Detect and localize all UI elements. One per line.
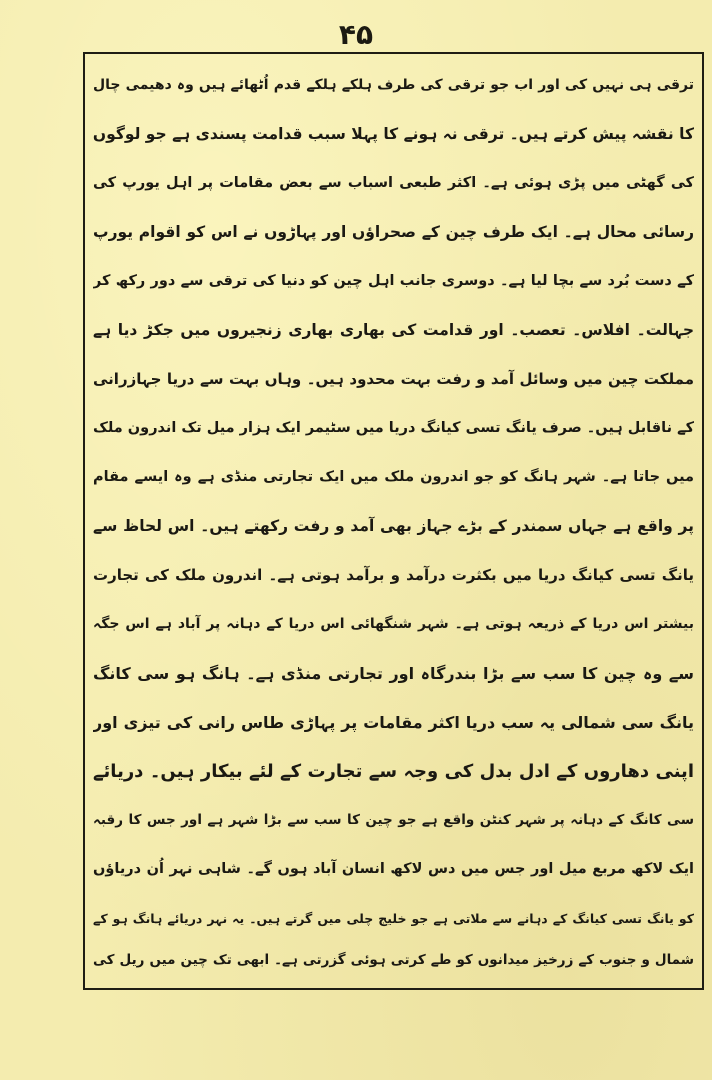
text-line: پر واقع ہے جہاں سمندر کے بڑے جہاز بھی آمد و رفت رکھتے ہیں۔ اس لحاظ سے bbox=[93, 517, 694, 535]
text-line: کے دست بُرد سے بچا لیا ہے۔ دوسری جانب اہل چین کو دنیا کی ترقی سے دور رکھ کر bbox=[93, 273, 694, 289]
text-line: کے ناقابل ہیں۔ صرف یانگ تسی کیانگ دریا میں سٹیمر ایک ہزار میل تک اندرون ملک bbox=[93, 420, 694, 436]
text-frame bbox=[83, 52, 704, 990]
text-line: کی گھٹی میں پڑی ہوئی ہے۔ اکثر طبعی اسباب سے بعض مقامات پر اہل یورپ کی bbox=[93, 175, 694, 191]
text-line: رسائی محال ہے۔ ایک طرف چین کے صحراؤں اور پہاڑوں نے اس کو اقوام یورپ bbox=[93, 223, 694, 241]
text-line: کو یانگ تسی کیانگ کے دہانے سے ملاتی ہے جو خلیج چلی میں گرتے ہیں۔ یہ نہر دریائے ہانگ ہو کے bbox=[93, 911, 694, 926]
page-number: ۴۵ bbox=[338, 18, 374, 51]
text-line: یانگ سی شمالی یہ سب دریا اکثر مقامات پر پہاڑی طاس رانی کی تیزی اور bbox=[93, 713, 694, 732]
text-line: ترقی ہی نہیں کی اور اب جو ترقی کی طرف ہلکے ہلکے قدم اُٹھائے ہیں وہ دھیمی چال bbox=[93, 77, 694, 93]
text-line: یانگ تسی کیانگ دریا میں بکثرت درآمد و برآمد ہوتی ہے۔ اندرون ملک کی تجارت bbox=[93, 566, 694, 584]
text-line: ایک لاکھ مربع میل اور جس میں دس لاکھ انسان آباد ہوں گے۔ شاہی نہر اُن دریاؤں bbox=[93, 861, 694, 877]
text-line: جہالت۔ افلاس۔ تعصب۔ اور قدامت کی بھاری بھاری زنجیروں میں جکڑ دیا ہے bbox=[93, 321, 694, 339]
text-line: بیشتر اس دریا کے ذریعہ ہوتی ہے۔ شہر شنگھائی اس دریا کے دہانہ پر آباد ہے اس جگہ bbox=[93, 616, 694, 632]
text-line: سی کانگ کے دہانہ پر شہر کنٹن واقع ہے جو چین کا سب سے بڑا شہر ہے اور جس کا رقبہ bbox=[93, 812, 694, 828]
text-body bbox=[93, 60, 694, 982]
text-line: سے وہ چین کا سب سے بڑا بندرگاہ اور تجارتی منڈی ہے۔ ہانگ ہو سی کانگ bbox=[93, 664, 694, 683]
text-line: میں جاتا ہے۔ شہر ہانگ کو جو اندرون ملک میں ایک تجارتی منڈی ہے وہ ایسے مقام bbox=[93, 469, 694, 485]
text-line: کا نقشہ پیش کرتے ہیں۔ ترقی نہ ہونے کا پہلا سبب قدامت پسندی ہے جو لوگوں bbox=[93, 125, 694, 143]
text-line: شمال و جنوب کے زرخیز میدانوں کو طے کرتی ہوئی گزرتی ہے۔ ابھی تک چین میں ریل کی bbox=[93, 952, 694, 968]
text-line: اپنی دھاروں کے ادل بدل کی وجہ سے تجارت کے لئے بیکار ہیں۔ دریائے bbox=[93, 761, 694, 782]
text-line: مملکت چین میں وسائل آمد و رفت بہت محدود ہیں۔ وہاں بہت سے دریا جہازرانی bbox=[93, 370, 694, 388]
